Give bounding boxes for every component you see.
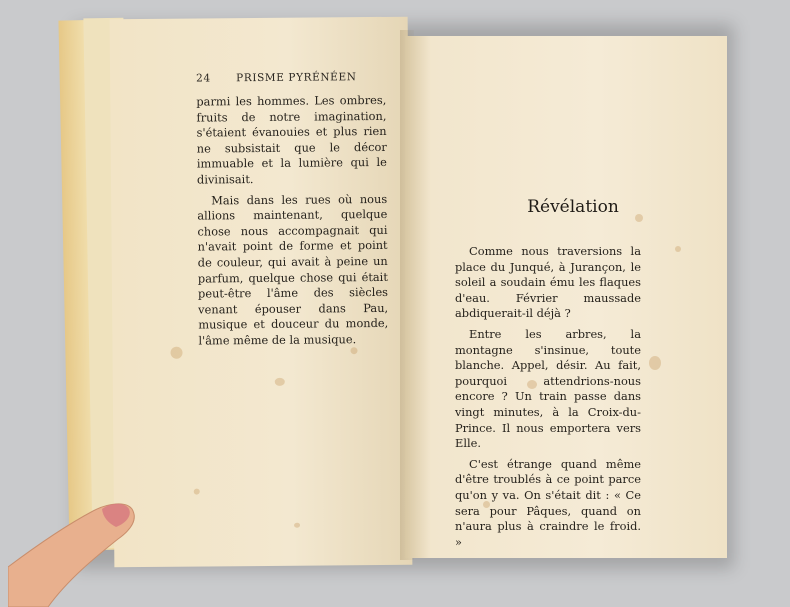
foxing-spot <box>350 347 357 354</box>
foxing-spot <box>483 501 490 508</box>
right-paragraph-3: C'est étrange quand même d'être troublés à ce point parce qu'on y va. On s'était dit : « Ce sera pour Pâques, quand on n'aura plus à craindre le froid. » <box>455 456 641 549</box>
foxing-spot <box>649 356 661 370</box>
foxing-spot <box>275 378 285 386</box>
hand-thumb <box>8 497 148 607</box>
foxing-spot <box>675 246 681 252</box>
foxing-spot <box>527 380 537 389</box>
running-head <box>196 71 396 85</box>
chapter-title: Révélation <box>527 197 619 217</box>
left-paragraph-2: Mais dans les rues où nous allions maintenant, quelque chose nous accompagnait qui n'avait point de forme et point de couleur, qui avait à peine un parfum, quelque chose qui était peut-être l'âme des siècles venant épouser dans Pau, musique et douceur du monde, l'âme même de la musique. <box>197 191 389 348</box>
foxing-spot <box>170 347 182 359</box>
left-page-text <box>196 93 388 354</box>
foxing-spot <box>635 214 643 222</box>
right-page <box>405 36 727 558</box>
left-paragraph-1: parmi les hommes. Les ombres, fruits de notre imagination, s'étaient évanouies et plus rien ne subsistait que le décor immuable et la lumière qui le divinisait. <box>196 92 387 187</box>
right-page-text <box>455 244 641 555</box>
left-page <box>110 17 413 568</box>
foxing-spot <box>194 489 200 495</box>
page-number: 24 <box>196 72 211 85</box>
foxing-spot <box>294 523 300 528</box>
right-paragraph-1: Comme nous traversions la place du Junqué, à Jurançon, le soleil a soudain ému les flaques d'eau. Février maussade abdiquerait-il déjà ? <box>455 244 641 321</box>
right-paragraph-2: Entre les arbres, la montagne s'insinue, toute blanche. Appel, désir. Au fait, pourquoi attendrions-nous encore ? Un train passe dans vingt minutes, à la Croix-du-Prince. Il nous emportera vers Elle. <box>455 326 641 451</box>
running-head-title: PRISME PYRÉNÉEN <box>236 71 357 85</box>
